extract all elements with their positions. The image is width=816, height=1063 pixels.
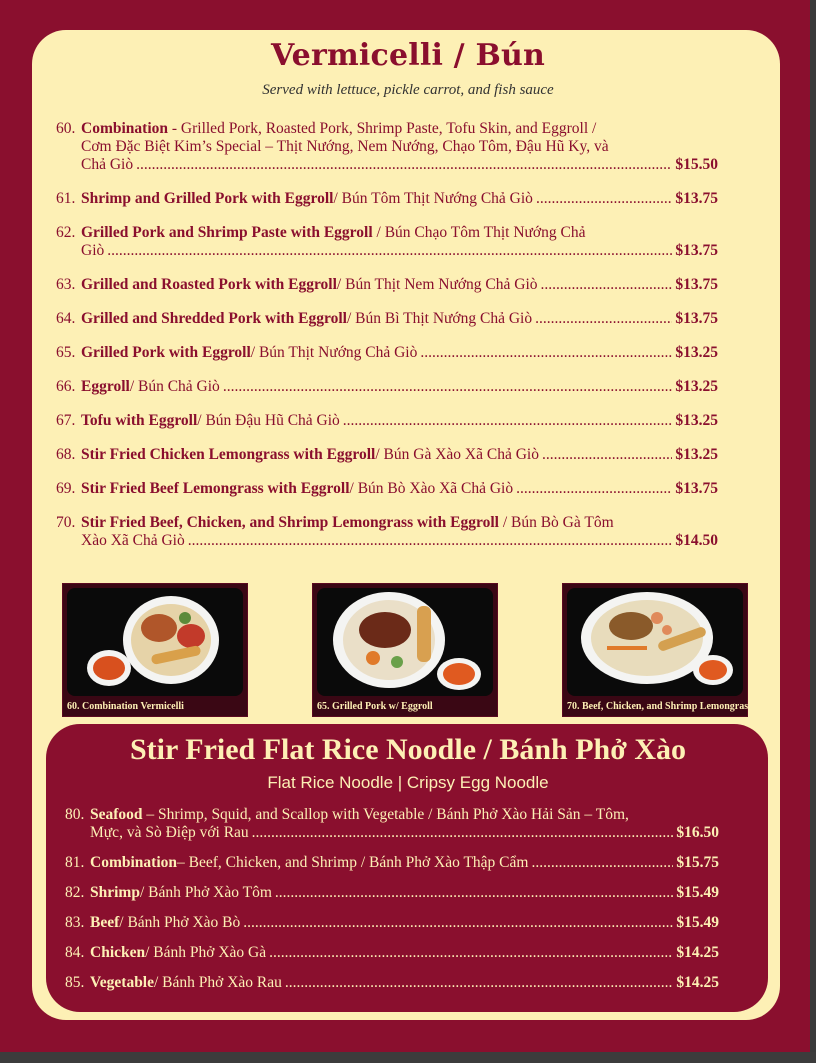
item-vn-name: / Bánh Phở Xào Bò xyxy=(119,914,241,931)
menu-item-64 xyxy=(56,310,718,328)
item-desc-line2: Cơm Đặc Biệt Kim’s Special – Thịt Nướng, Nem Nướng, Chạo Tôm, Đậu Hũ Ky, và xyxy=(81,138,609,155)
dot-leader xyxy=(243,914,673,932)
item-number: 65. xyxy=(56,344,76,361)
photo-caption: 70. Beef, Chicken, and Shrimp Lemongrass xyxy=(567,701,753,712)
photo-image xyxy=(317,588,493,696)
item-price: $13.25 xyxy=(675,446,718,463)
dot-leader xyxy=(343,412,673,430)
item-vn-name: / Bún Thịt Nướng Chả Giò xyxy=(250,344,418,361)
dot-leader xyxy=(188,532,673,550)
dot-leader xyxy=(285,974,673,992)
item-number: 64. xyxy=(56,310,76,327)
item-name: Stir Fried Beef, Chicken, and Shrimp Lemongrass with Eggroll xyxy=(81,514,499,531)
dot-leader xyxy=(107,242,672,260)
item-price: $13.25 xyxy=(675,412,718,429)
item-desc-line1: - Grilled Pork, Roasted Pork, Shrimp Paste, Tofu Skin, and Eggroll / xyxy=(168,120,597,137)
item-number: 67. xyxy=(56,412,76,429)
item-vn-name: – Beef, Chicken, and Shrimp / Bánh Phở Xào Thập Cẩm xyxy=(177,854,529,871)
item-name: Grilled and Shredded Pork with Eggroll xyxy=(81,310,347,327)
photo-caption: 60. Combination Vermicelli xyxy=(67,701,184,712)
dot-leader xyxy=(275,884,673,902)
item-vn-name: / Bún Đậu Hũ Chả Giò xyxy=(197,412,340,429)
item-desc-line1: – Shrimp, Squid, and Scallop with Vegetable / Bánh Phở Xào Hải Sản – Tôm, xyxy=(142,806,629,823)
item-vn-name: / Bún Bò Xào Xã Chả Giò xyxy=(349,480,514,497)
item-desc-line1: / Bún Bò Gà Tôm xyxy=(498,514,614,531)
item-name: Grilled and Roasted Pork with Eggroll xyxy=(81,276,337,293)
item-price: $15.49 xyxy=(676,914,719,931)
item-price: $13.25 xyxy=(675,344,718,361)
item-vn-name: / Bún Chả Giò xyxy=(129,378,220,395)
item-name: Combination xyxy=(81,120,168,137)
item-number: 83. xyxy=(65,914,85,931)
item-price: $13.75 xyxy=(675,242,718,259)
menu-item-80 xyxy=(65,806,719,842)
photo-image xyxy=(67,588,243,696)
item-name: Stir Fried Beef Lemongrass with Eggroll xyxy=(81,480,350,497)
item-number: 68. xyxy=(56,446,76,463)
item-price: $13.75 xyxy=(675,190,718,207)
item-number: 69. xyxy=(56,480,76,497)
item-desc-line3: Chả Giò xyxy=(81,156,134,173)
item-name: Shrimp and Grilled Pork with Eggroll xyxy=(81,190,334,207)
item-desc-line2: Xào Xã Chả Giò xyxy=(81,532,185,549)
item-desc-line2: Mực, và Sò Điệp với Rau xyxy=(90,824,249,841)
item-price: $15.49 xyxy=(676,884,719,901)
item-desc-line2: Giò xyxy=(81,242,105,259)
vermicelli-title: Vermicelli / Bún xyxy=(270,38,546,73)
item-name: Shrimp xyxy=(90,884,140,901)
vermicelli-list xyxy=(56,120,718,566)
dish-photo-beef-chicken-shrimp xyxy=(562,583,753,717)
menu-item-61 xyxy=(56,190,718,208)
menu-item-66 xyxy=(56,378,718,396)
item-number: 84. xyxy=(65,944,85,961)
item-vn-name: / Bún Thịt Nem Nướng Chả Giò xyxy=(336,276,538,293)
item-price: $15.75 xyxy=(676,854,719,871)
dot-leader xyxy=(542,446,672,464)
item-name: Chicken xyxy=(90,944,146,961)
item-number: 60. xyxy=(56,120,76,137)
item-price: $13.75 xyxy=(675,276,718,293)
item-vn-name: / Bún Tôm Thịt Nướng Chả Giò xyxy=(333,190,533,207)
menu-item-83 xyxy=(65,914,719,932)
menu-item-62 xyxy=(56,224,718,260)
menu-item-84 xyxy=(65,944,719,962)
dot-leader xyxy=(531,854,673,872)
menu-item-60 xyxy=(56,120,718,174)
item-vn-name: / Bún Bì Thịt Nướng Chả Giò xyxy=(346,310,533,327)
item-name: Grilled Pork with Eggroll xyxy=(81,344,251,361)
item-name: Tofu with Eggroll xyxy=(81,412,198,429)
item-desc-line1: / Bún Chạo Tôm Thịt Nướng Chả xyxy=(372,224,586,241)
item-price: $15.50 xyxy=(675,156,718,173)
item-vn-name: / Bún Gà Xào Xã Chả Giò xyxy=(375,446,539,463)
dot-leader xyxy=(420,344,672,362)
dot-leader xyxy=(252,824,674,842)
item-name: Eggroll xyxy=(81,378,130,395)
item-number: 85. xyxy=(65,974,85,991)
dot-leader xyxy=(541,276,673,294)
menu-item-85 xyxy=(65,974,719,992)
dot-leader xyxy=(516,480,672,498)
item-price: $13.25 xyxy=(675,378,718,395)
stir-fried-title: Stir Fried Flat Rice Noodle / Bánh Phở Xào xyxy=(129,733,687,766)
item-vn-name: / Bánh Phở Xào Tôm xyxy=(139,884,272,901)
photo-row xyxy=(62,583,752,715)
item-name: Stir Fried Chicken Lemongrass with Eggroll xyxy=(81,446,376,463)
menu-item-69 xyxy=(56,480,718,498)
item-price: $16.50 xyxy=(676,824,719,841)
item-number: 80. xyxy=(65,806,85,823)
item-price: $14.25 xyxy=(676,974,719,991)
menu-item-82 xyxy=(65,884,719,902)
dot-leader xyxy=(269,944,673,962)
dot-leader xyxy=(223,378,673,396)
menu-item-63 xyxy=(56,276,718,294)
menu-item-70 xyxy=(56,514,718,550)
item-name: Beef xyxy=(90,914,120,931)
photo-caption: 65. Grilled Pork w/ Eggroll xyxy=(317,701,433,712)
vermicelli-subtitle: Served with lettuce, pickle carrot, and fish sauce xyxy=(262,82,554,98)
menu-item-68 xyxy=(56,446,718,464)
item-number: 62. xyxy=(56,224,76,241)
menu-item-65 xyxy=(56,344,718,362)
dish-photo-combination-vermicelli xyxy=(62,583,248,717)
dot-leader xyxy=(536,190,672,208)
bottom-strip xyxy=(0,1052,816,1063)
stir-fried-list xyxy=(65,806,719,1004)
item-price: $13.75 xyxy=(675,480,718,497)
item-number: 82. xyxy=(65,884,85,901)
item-price: $14.50 xyxy=(675,532,718,549)
item-vn-name: / Bánh Phở Xào Gà xyxy=(145,944,267,961)
item-number: 70. xyxy=(56,514,76,531)
dot-leader xyxy=(136,156,672,174)
dot-leader xyxy=(535,310,672,328)
item-number: 81. xyxy=(65,854,85,871)
item-name: Grilled Pork and Shrimp Paste with Eggroll xyxy=(81,224,373,241)
item-name: Vegetable xyxy=(90,974,154,991)
item-vn-name: / Bánh Phở Xào Rau xyxy=(154,974,282,991)
menu-item-67 xyxy=(56,412,718,430)
item-number: 61. xyxy=(56,190,76,207)
item-name: Seafood xyxy=(90,806,143,823)
item-number: 63. xyxy=(56,276,76,293)
stir-fried-subtitle: Flat Rice Noodle | Cripsy Egg Noodle xyxy=(267,773,549,792)
item-name: Combination xyxy=(90,854,177,871)
menu-item-81 xyxy=(65,854,719,872)
dish-photo-grilled-pork xyxy=(312,583,498,717)
item-price: $13.75 xyxy=(675,310,718,327)
photo-image xyxy=(567,588,743,696)
item-number: 66. xyxy=(56,378,76,395)
item-price: $14.25 xyxy=(676,944,719,961)
